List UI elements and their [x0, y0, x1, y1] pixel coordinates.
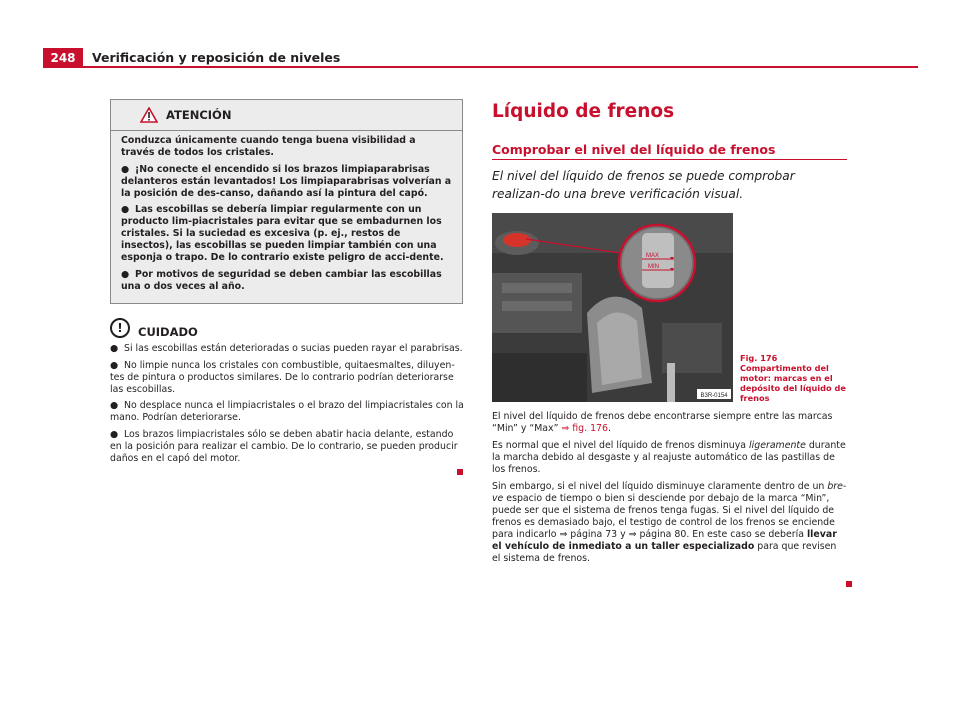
caution-body [110, 343, 465, 469]
end-marker [457, 469, 463, 475]
caution-bullet: ● No desplace nunca el limpiacristales o el brazo del limpiacristales con la mano. Podrían deteriorarse. [110, 400, 464, 423]
caution-title: CUIDADO [138, 325, 198, 339]
warning-intro: Conduzca únicamente cuando tenga buena visibilidad a través de todos los cristales. [121, 135, 416, 158]
body-paragraph: Es normal que el nivel del líquido de frenos disminuya ligeramente durante la marcha debido al desgaste y al reajuste automático de las pastillas de los frenos. [492, 440, 846, 475]
lead-paragraph: El nivel del líquido de frenos se puede comprobar realizan-do una breve verificación visual. [492, 169, 795, 201]
figure-reference-link[interactable]: ⇒ fig. 176 [561, 423, 608, 434]
body-paragraph: Sin embargo, si el nivel del líquido disminuye claramente dentro de un bre-ve espacio de tiempo o bien si desciende por debajo de la marca “Min”, puede ser que el sistema de frenos tenga fugas. Si el nivel del líquido de frenos es demasiado bajo, el testigo de control de los frenos se enciende para indicarlo ⇒ página 73 y ⇒ página 80. En este caso se debería llevar el vehículo de inmediato a un taller especializado para que revisen el sistema de frenos. [492, 481, 847, 564]
page-number: 248 [43, 48, 83, 68]
warning-box [110, 99, 463, 304]
body-text [492, 411, 847, 570]
section-title: Líquido de frenos [492, 101, 675, 122]
caution-header [110, 318, 470, 344]
engine-compartment-image [492, 213, 733, 402]
figure-code: B3R-0154 [700, 393, 728, 399]
engine-illustration [492, 213, 733, 402]
caution-bullet: ● Los brazos limpiacristales sólo se deben abatir hacia delante, estando en la posición para realizar el cambio. De lo contrario, se pueden producir daños en el capó del motor. [110, 428, 458, 464]
caution-exclamation-icon: ! [110, 318, 130, 338]
subsection-rule [492, 159, 847, 160]
min-mark-label: MIN [648, 264, 659, 270]
warning-bullet: ● Las escobillas se debería limpiar regularmente con un producto lim-piacristales para evitar que se embadurnen los cristales. Si la suciedad es excesiva (p. ej., restos de insectos), las escobillas se pueden limpiar también con una esponja o trapo. De lo contrario existe peligro de acci-dente. [121, 204, 444, 263]
caution-bullet: ● Si las escobillas están deterioradas o sucias pueden rayar el parabrisas. [110, 343, 463, 354]
end-marker [846, 581, 852, 587]
warning-body [111, 131, 462, 293]
warning-bullet: ● Por motivos de seguridad se deben cambiar las escobillas una o dos veces al año. [121, 268, 442, 292]
warning-title: ATENCIÓN [166, 108, 232, 122]
warning-header [111, 100, 462, 131]
caution-bullet: ● No limpie nunca los cristales con combustible, quitaesmaltes, diluyen-tes de pintura o productos similares. De lo contrario podrían deteriorarse las escobillas. [110, 359, 455, 395]
warning-bullet: ● ¡No conecte el encendido si los brazos limpiaparabrisas delanteros están levantados! Los limpiaparabrisas volverían a la posición de des-canso, dañando así la pintura del capó. [121, 163, 452, 199]
header-rule [43, 66, 918, 68]
figure-caption: Fig. 176 Compartimento del motor: marcas en el depósito del líquido de frenos [740, 353, 846, 403]
max-mark-label: MAX [645, 253, 659, 259]
warning-triangle-icon [140, 107, 158, 123]
page-header-title: Verificación y reposición de niveles [92, 50, 341, 65]
subsection-title: Comprobar el nivel del líquido de frenos [492, 142, 776, 157]
body-paragraph: El nivel del líquido de frenos debe encontrarse siempre entre las marcas “Min” y “Max” ⇒ fig. 176. [492, 411, 833, 434]
